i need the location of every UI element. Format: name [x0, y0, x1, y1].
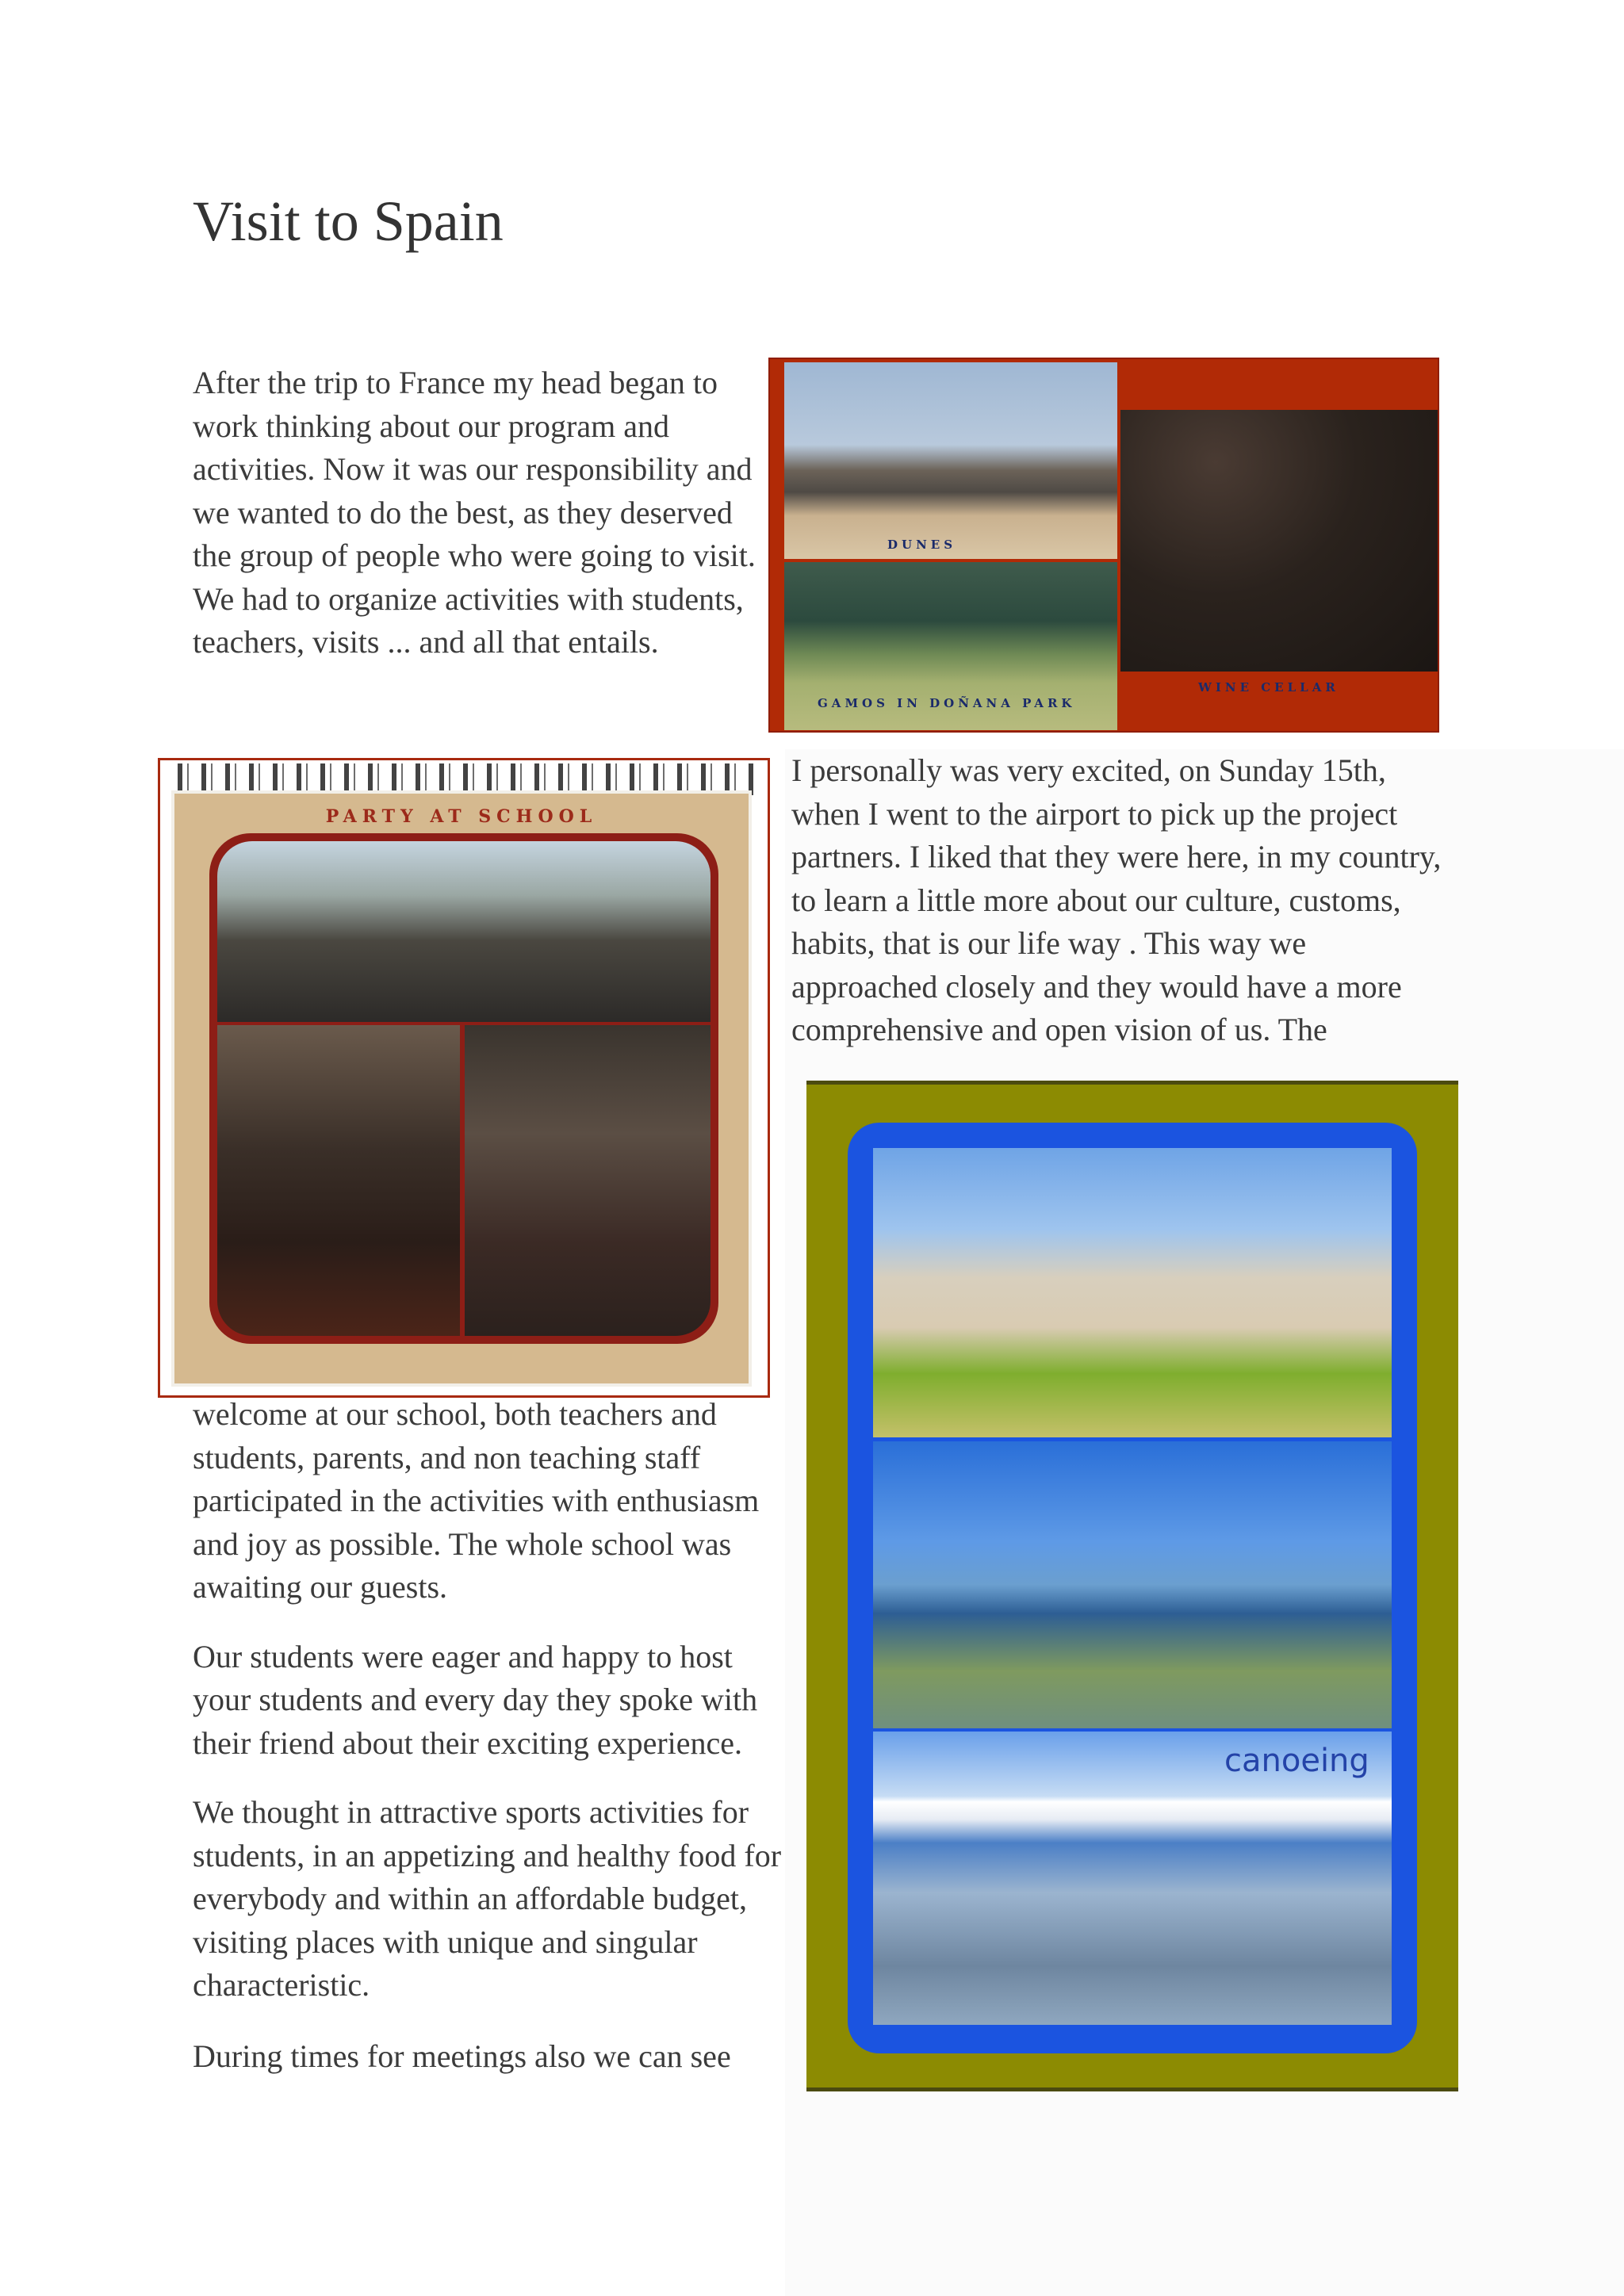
page-title: Visit to Spain [193, 189, 504, 253]
dunes-label: DUNES [887, 538, 957, 552]
party-at-school-calendar [158, 758, 770, 1398]
photo-collage-dunes-wine [768, 358, 1439, 733]
party-toast-photo [217, 1025, 460, 1336]
calendar-page [171, 790, 752, 1387]
canoeing-caption: canoeing [1224, 1743, 1369, 1779]
party-at-school-label: PARTY AT SCHOOL [325, 806, 598, 827]
canoeing-sea-photo [873, 1441, 1392, 1728]
dunes-photo [784, 362, 1117, 559]
canoeing-collage [806, 1081, 1458, 2091]
gamos-label: GAMOS IN DOÑANA PARK [818, 696, 1076, 710]
intro-paragraph: After the trip to France my head began to work thinking about our program and activities. Now it was our responsibility and we wanted to do the best, as they deserved the group of people who were going to visit. We had to organize activities with students, teachers, visits ... and all that entails. [193, 365, 756, 660]
party-group-photo [217, 841, 710, 1022]
wine-cellar-label: WINE CELLAR [1198, 680, 1339, 695]
wine-cellar-photo [1120, 410, 1438, 672]
welcome-paragraph: welcome at our school, both teachers and students, parents, and non teaching staff participated in the activities with enthusiasm and joy as possible. The whole school was awaiting our guests. [193, 1396, 760, 1605]
airport-paragraph: I personally was very excited, on Sunday 15th, when I went to the airport to pick up the project partners. I liked that they were here, in my country, to learn a little more about our culture, customs, habits, that is our life way . This way we approached closely and they would have a more comprehensive and open vision of us. The [791, 752, 1442, 1047]
sports-paragraph: We thought in attractive sports activities for students, in an appetizing and healthy food for everybody and within an affordable budget, visiting places with unique and singular characteristic. [193, 1794, 782, 2003]
party-hall-photo [465, 1025, 710, 1336]
text-column-left [193, 1393, 783, 2034]
students-paragraph: Our students were eager and happy to host your students and every day they spoke with their friend about their exciting experience. [193, 1638, 758, 1761]
canoeing-beach-photo [873, 1148, 1392, 1437]
meetings-paragraph: During times for meetings also we can see [193, 2038, 731, 2074]
